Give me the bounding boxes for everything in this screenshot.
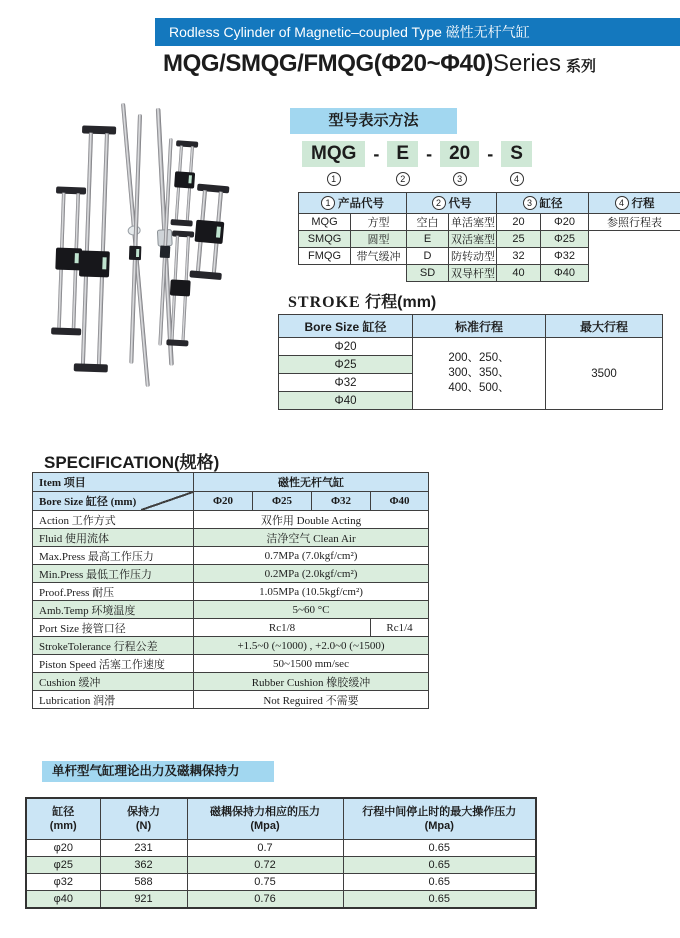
empty-cell xyxy=(589,265,680,282)
spec-label: Min.Press 最低工作压力 xyxy=(33,565,194,583)
table-cell: 20 xyxy=(497,214,541,231)
page-title xyxy=(163,50,596,78)
circled-number: 2 xyxy=(432,196,446,210)
spec-value: Rc1/4 xyxy=(371,619,429,637)
table-cell: 0.65 xyxy=(343,857,536,874)
table-cell: 0.72 xyxy=(187,857,343,874)
table-cell: Φ40 xyxy=(541,265,589,282)
empty-cell xyxy=(589,231,680,248)
table-row xyxy=(33,601,429,619)
model-code-box: E xyxy=(387,141,418,167)
header-line: (mm) xyxy=(49,820,77,832)
circled-number: 2 xyxy=(396,172,410,186)
spec-label: Proof.Press 耐压 xyxy=(33,583,194,601)
spec-value: 5~60 °C xyxy=(194,601,429,619)
stroke-table xyxy=(278,314,663,410)
bore-col: Φ32 xyxy=(312,492,371,511)
table-cell: 921 xyxy=(100,891,187,909)
model-code-box: 20 xyxy=(440,141,479,167)
bore-col: Φ20 xyxy=(194,492,253,511)
table-row xyxy=(299,231,680,248)
table-row xyxy=(33,619,429,637)
table-cell: φ20 xyxy=(26,840,100,857)
stroke-line: 300、350、 xyxy=(448,367,510,380)
model-designation-title: 型号表示方法 xyxy=(290,108,457,134)
code-dash: - xyxy=(426,144,433,164)
bore-col: Φ40 xyxy=(371,492,429,511)
table-cell: φ40 xyxy=(26,891,100,909)
col-header: 最大行程 xyxy=(546,315,663,338)
spec-value: 0.7MPa (7.0kgf/cm²) xyxy=(194,547,429,565)
spec-value: +1.5~0 (~1000) , +2.0~0 (~1500) xyxy=(194,637,429,655)
table-cell: 231 xyxy=(100,840,187,857)
table-row xyxy=(299,248,680,265)
table-cell: 圆型 xyxy=(351,231,407,248)
header-line: 保持力 xyxy=(127,805,160,818)
table-row xyxy=(33,529,429,547)
bore-cell: Φ25 xyxy=(279,356,413,374)
type-header: 磁性无杆气缸 xyxy=(194,473,429,492)
spec-value: 洁净空气 Clean Air xyxy=(194,529,429,547)
table-cell: D xyxy=(407,248,449,265)
table-cell: 25 xyxy=(497,231,541,248)
table-row xyxy=(299,265,680,282)
code-dash: - xyxy=(487,144,494,164)
model-code-table xyxy=(298,192,680,282)
bore-size-label: Bore Size 缸径 (mm) xyxy=(39,496,137,508)
bore-size-header xyxy=(33,492,194,511)
standard-stroke-cell xyxy=(413,338,546,410)
circled-number: 3 xyxy=(523,196,537,210)
table-row xyxy=(279,338,663,356)
table-cell: 0.65 xyxy=(343,891,536,909)
standard-stroke-lines xyxy=(448,351,509,396)
table-header-row xyxy=(33,473,429,492)
spec-label: Amb.Temp 环境温度 xyxy=(33,601,194,619)
table-cell: 参照行程表 xyxy=(589,214,680,231)
table-cell: 0.76 xyxy=(187,891,343,909)
spec-value: Rubber Cushion 橡胶缓冲 xyxy=(194,673,429,691)
header-line: (Mpa) xyxy=(424,820,454,832)
empty-cell xyxy=(299,265,407,282)
table-cell: SD xyxy=(407,265,449,282)
table-cell: φ32 xyxy=(26,874,100,891)
stroke-line: 400、500、 xyxy=(448,381,510,394)
circled-number: 4 xyxy=(615,196,629,210)
circled-number: 1 xyxy=(321,196,335,210)
spec-label: StrokeTolerance 行程公差 xyxy=(33,637,194,655)
table-cell: 0.7 xyxy=(187,840,343,857)
table-row xyxy=(33,583,429,601)
col-header xyxy=(187,798,343,840)
table-cell: MQG xyxy=(299,214,351,231)
header-line: 磁耦保持力相应的压力 xyxy=(210,805,320,818)
table-cell: FMQG xyxy=(299,248,351,265)
spec-label: Piston Speed 活塞工作速度 xyxy=(33,655,194,673)
bore-cell: Φ32 xyxy=(279,374,413,392)
series-word: Series xyxy=(492,50,562,77)
col-header-label: 行程 xyxy=(631,198,655,210)
table-header-row xyxy=(33,492,429,511)
series-code: MQG/SMQG/FMQG(Φ20~Φ40) xyxy=(163,50,493,77)
table-cell: 双活塞型 xyxy=(449,231,497,248)
col-header xyxy=(407,193,497,214)
col-header xyxy=(299,193,407,214)
table-cell: 空白 xyxy=(407,214,449,231)
spec-value: 0.2MPa (2.0kgf/cm²) xyxy=(194,565,429,583)
spec-label: Lubrication 润滑 xyxy=(33,691,194,709)
spec-label: Max.Press 最高工作压力 xyxy=(33,547,194,565)
max-stroke-cell: 3500 xyxy=(546,338,663,410)
table-row xyxy=(33,673,429,691)
holding-force-table xyxy=(25,797,537,909)
table-row xyxy=(33,565,429,583)
table-header-row xyxy=(299,193,680,214)
table-row xyxy=(33,547,429,565)
table-cell: 0.65 xyxy=(343,874,536,891)
header-line: 行程中间停止时的最大操作压力 xyxy=(362,805,517,818)
banner-title: Rodless Cylinder of Magnetic–coupled Type 磁性无杆气缸 xyxy=(155,18,680,46)
bore-cell: Φ40 xyxy=(279,392,413,410)
stroke-title-en: STROKE xyxy=(288,294,361,311)
diagonal-line xyxy=(141,492,193,510)
col-header xyxy=(100,798,187,840)
table-cell: 588 xyxy=(100,874,187,891)
model-code xyxy=(302,141,532,186)
spec-section-title: SPECIFICATION(规格) xyxy=(44,453,220,472)
table-row xyxy=(26,840,536,857)
table-cell: 0.65 xyxy=(343,840,536,857)
header-line: 缸径 xyxy=(52,805,75,818)
circled-number: 4 xyxy=(510,172,524,186)
table-cell: φ25 xyxy=(26,857,100,874)
header-line: (N) xyxy=(135,820,152,832)
table-row xyxy=(26,891,536,909)
table-cell: 40 xyxy=(497,265,541,282)
col-header: Bore Size 缸径 xyxy=(279,315,413,338)
table-cell: 带气缓冲 xyxy=(351,248,407,265)
col-header xyxy=(497,193,589,214)
table-cell: 362 xyxy=(100,857,187,874)
table-cell: 单活塞型 xyxy=(449,214,497,231)
code-dash: - xyxy=(373,144,380,164)
holding-section-title: 单杆型气缸理论出力及磁耦保持力 xyxy=(42,761,274,782)
col-header xyxy=(589,193,680,214)
model-code-part xyxy=(440,141,479,186)
item-header: Item 项目 xyxy=(33,473,194,492)
table-row xyxy=(33,691,429,709)
table-row xyxy=(33,655,429,673)
table-cell: SMQG xyxy=(299,231,351,248)
table-row xyxy=(26,874,536,891)
table-cell: Φ32 xyxy=(541,248,589,265)
table-row xyxy=(33,637,429,655)
col-header-label: 缸径 xyxy=(539,198,563,210)
spec-value: 1.05MPa (10.5kgf/cm²) xyxy=(194,583,429,601)
table-row xyxy=(33,511,429,529)
model-code-part xyxy=(387,141,418,186)
table-cell: 32 xyxy=(497,248,541,265)
bore-cell: Φ20 xyxy=(279,338,413,356)
table-cell: 0.75 xyxy=(187,874,343,891)
spec-value: Not Reguired 不需要 xyxy=(194,691,429,709)
spec-value: 双作用 Double Acting xyxy=(194,511,429,529)
table-cell: 防转动型 xyxy=(449,248,497,265)
spec-table xyxy=(32,472,429,709)
spec-label: Action 工作方式 xyxy=(33,511,194,529)
circled-number: 1 xyxy=(327,172,341,186)
stroke-section-title xyxy=(288,289,436,312)
model-code-part xyxy=(302,141,365,186)
model-code-part xyxy=(501,141,532,186)
stroke-line: 200、250、 xyxy=(448,352,510,365)
table-cell: 双导杆型 xyxy=(449,265,497,282)
col-header-label: 代号 xyxy=(448,198,472,210)
col-header: 标准行程 xyxy=(413,315,546,338)
table-row xyxy=(26,857,536,874)
col-header xyxy=(26,798,100,840)
col-header-label: 产品代号 xyxy=(338,198,384,210)
spec-label: Port Size 接管口径 xyxy=(33,619,194,637)
empty-cell xyxy=(589,248,680,265)
model-code-box: MQG xyxy=(302,141,365,167)
circled-number: 3 xyxy=(453,172,467,186)
stroke-title-cn: 行程(mm) xyxy=(365,294,437,311)
bore-col: Φ25 xyxy=(253,492,312,511)
product-photo xyxy=(32,88,290,428)
col-header xyxy=(343,798,536,840)
table-cell: Φ25 xyxy=(541,231,589,248)
table-cell: 方型 xyxy=(351,214,407,231)
spec-value: 50~1500 mm/sec xyxy=(194,655,429,673)
table-header-row xyxy=(26,798,536,840)
series-cn: 系列 xyxy=(566,58,597,75)
spec-value: Rc1/8 xyxy=(194,619,371,637)
spec-label: Fluid 使用流体 xyxy=(33,529,194,547)
table-cell: Φ20 xyxy=(541,214,589,231)
table-header-row xyxy=(279,315,663,338)
header-line: (Mpa) xyxy=(250,820,280,832)
table-cell: E xyxy=(407,231,449,248)
table-row xyxy=(299,214,680,231)
model-code-box: S xyxy=(501,141,532,167)
spec-label: Cushion 缓冲 xyxy=(33,673,194,691)
